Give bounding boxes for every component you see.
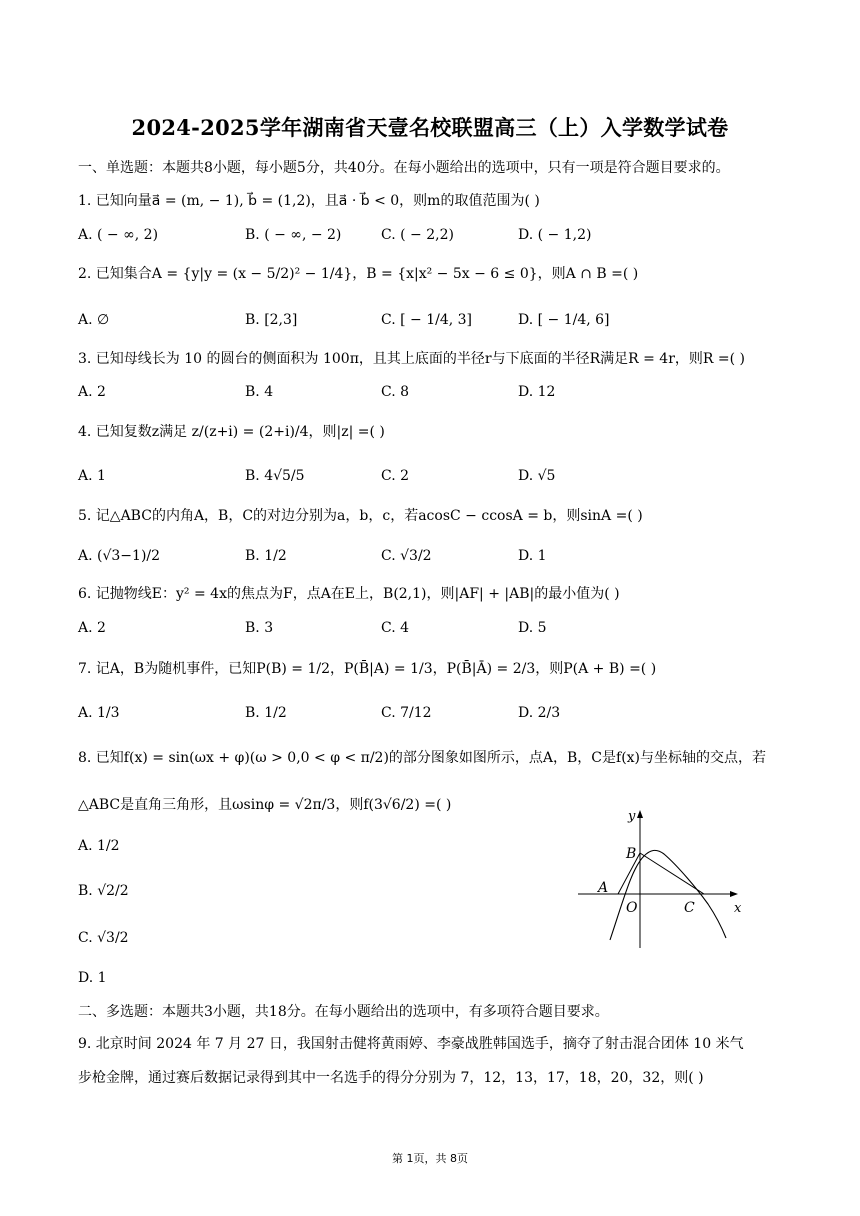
- question-9-line-1: 9. 北京时间 2024 年 7 月 27 日，我国射击健将黄雨婷、李豪战胜韩国选手，摘夺了射击混合团体 10 米气: [78, 1036, 744, 1052]
- q1-option-a: A. ( − ∞, 2): [78, 227, 159, 243]
- q7-option-c: C. 7/12: [381, 705, 432, 721]
- q8-option-c: C. √3/2: [78, 930, 129, 946]
- q6-option-d: D. 5: [518, 620, 547, 636]
- question-9-line-2: 步枪金牌，通过赛后数据记录得到其中一名选手的得分分别为 7，12，13，17，18，20，32，则( ): [78, 1070, 704, 1086]
- question-2-stem: 2. 已知集合A = {y|y = (x − 5/2)² − 1/4}，B = {x|x² − 5x − 6 ≤ 0}，则A ∩ B =( ): [78, 266, 639, 282]
- q3-option-c: C. 8: [381, 384, 410, 400]
- q6-option-a: A. 2: [78, 620, 106, 636]
- question-6-stem: 6. 记抛物线E：y² = 4x的焦点为F，点A在E上，B(2,1)，则|AF| + |AB|的最小值为( ): [78, 586, 620, 602]
- question-8-stem: 8. 已知f(x) = sin(ωx + φ)(ω > 0,0 < φ < π/2)的部分图象如图所示，点A，B，C是f(x)与坐标轴的交点，若: [78, 750, 767, 766]
- q8-option-a: A. 1/2: [78, 838, 120, 854]
- question-3-stem: 3. 已知母线长为 10 的圆台的侧面积为 100π，且其上底面的半径r与下底面的半径R满足R = 4r，则R =( ): [78, 351, 745, 367]
- q4-option-c: C. 2: [381, 468, 410, 484]
- question-1-stem: 1. 已知向量a⃗ = (m, − 1), b⃗ = (1,2)，且a⃗ · b⃗ < 0，则m的取值范围为( ): [78, 193, 540, 209]
- label-x: x: [734, 901, 742, 916]
- question-5-stem: 5. 记△ABC的内角A，B，C的对边分别为a，b，c，若acosC − ccosA = b，则sinA =( ): [78, 508, 643, 524]
- q3-option-d: D. 12: [518, 384, 556, 400]
- q1-option-c: C. ( − 2,2): [381, 227, 454, 243]
- q2-option-b: B. [2,3]: [245, 312, 298, 328]
- q6-option-c: C. 4: [381, 620, 410, 636]
- q4-option-d: D. √5: [518, 468, 556, 484]
- section-2-header: 二、多选题：本题共3小题，共18分。在每小题给出的选项中，有多项符合题目要求。: [78, 1004, 609, 1020]
- q2-option-a: A. ∅: [78, 312, 110, 328]
- q4-option-b: B. 4√5/5: [245, 468, 305, 484]
- q5-option-d: D. 1: [518, 548, 547, 564]
- label-a: A: [598, 880, 609, 896]
- segment-bc: [640, 853, 704, 894]
- y-axis-arrow-icon: [637, 810, 643, 818]
- q3-option-b: B. 4: [245, 384, 274, 400]
- q8-option-d: D. 1: [78, 970, 107, 986]
- q2-option-d: D. [ − 1/4, 6]: [518, 312, 610, 328]
- sine-graph-svg: [574, 808, 744, 950]
- x-axis-arrow-icon: [730, 891, 738, 897]
- q5-option-b: B. 1/2: [245, 548, 287, 564]
- label-c: C: [684, 900, 695, 916]
- q5-option-c: C. √3/2: [381, 548, 432, 564]
- page-footer: 第 1页，共 8页: [392, 1152, 468, 1165]
- q7-option-b: B. 1/2: [245, 705, 287, 721]
- q7-option-d: D. 2/3: [518, 705, 561, 721]
- q2-option-c: C. [ − 1/4, 3]: [381, 312, 473, 328]
- label-y: y: [628, 809, 636, 824]
- sine-curve: [610, 850, 726, 940]
- q5-option-a: A. (√3−1)/2: [78, 548, 161, 564]
- paper-title: 2024-2025学年湖南省天壹名校联盟高三（上）入学数学试卷: [131, 115, 729, 140]
- question-4-stem: 4. 已知复数z满足 z/(z+i) = (2+i)/4，则|z| =( ): [78, 424, 385, 440]
- sine-graph-figure: [574, 808, 744, 950]
- q1-option-d: D. ( − 1,2): [518, 227, 592, 243]
- q1-option-b: B. ( − ∞, − 2): [245, 227, 342, 243]
- q6-option-b: B. 3: [245, 620, 274, 636]
- q4-option-a: A. 1: [78, 468, 106, 484]
- label-o: O: [626, 900, 638, 916]
- question-7-stem: 7. 记A，B为随机事件，已知P(B) = 1/2，P(B̄|A) = 1/3，P(B̄|Ā) = 2/3，则P(A + B) =( ): [78, 661, 657, 677]
- question-8-stem-cont: △ABC是直角三角形，且ωsinφ = √2π/3，则f(3√6/2) =( ): [78, 797, 452, 813]
- q8-option-b: B. √2/2: [78, 883, 129, 899]
- label-b: B: [626, 846, 637, 862]
- q3-option-a: A. 2: [78, 384, 106, 400]
- section-1-header: 一、单选题：本题共8小题，每小题5分，共40分。在每小题给出的选项中，只有一项是符合题目要求的。: [78, 160, 730, 176]
- q7-option-a: A. 1/3: [78, 705, 120, 721]
